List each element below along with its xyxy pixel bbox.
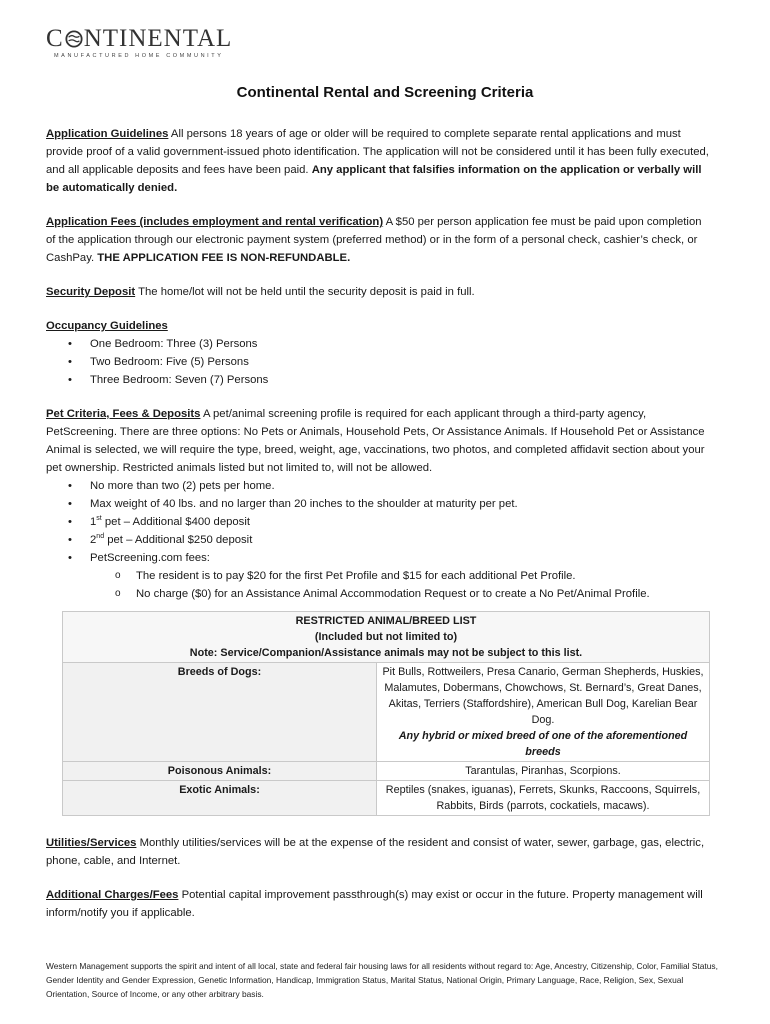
- section-text: Monthly utilities/services will be at the expense of the resident and consist of water, sewer, garbage, gas, electric, phone, cable, and Internet.: [46, 837, 705, 867]
- section-bold-text: Any applicant that falsifies information on the application or verbally will be automatically denied.: [46, 164, 702, 194]
- list-item: • 1st pet – Additional $400 deposit: [46, 513, 712, 531]
- page-title: Continental Rental and Screening Criteria: [236, 84, 534, 101]
- restricted-animal-table: [62, 611, 710, 816]
- list-item: o No charge ($0) for an Assistance Animal Accommodation Request or to create a No Pet/Animal Profile.: [46, 585, 712, 603]
- additional-charges-section: [46, 886, 712, 922]
- restricted-table-header: RESTRICTED ANIMAL/BREED LIST (Included but not limited to) Note: Service/Companion/Assistance animals may not be subject to this list.: [63, 612, 710, 663]
- list-item: o The resident is to pay $20 for the first Pet Profile and $15 for each additional Pet Profile.: [46, 567, 712, 585]
- section-heading: Pet Criteria, Fees & Deposits: [46, 408, 201, 420]
- row-value: Reptiles (snakes, iguanas), Ferrets, Skunks, Raccoons, Squirrels, Rabbits, Birds (parrots, cockatiels, macaws).: [377, 781, 710, 816]
- list-item: • No more than two (2) pets per home.: [46, 477, 712, 495]
- document-body: [46, 125, 712, 922]
- logo: [46, 26, 236, 59]
- section-heading: Application Fees (includes employment and rental verification): [46, 216, 384, 228]
- pet-criteria-section: [46, 405, 712, 477]
- row-value: Pit Bulls, Rottweilers, Presa Canario, German Shepherds, Huskies, Malamutes, Dobermans, Chowchows, St. Bernard’s, Great Danes, Akitas, Terriers (Staffordshire), American Bull Dog, Karelian Bear Dog. Any hybrid or mixed breed of one of the aforementioned breeds: [377, 663, 710, 762]
- application-guidelines-section: [46, 125, 712, 197]
- application-fees-section: [46, 213, 712, 267]
- row-label: Exotic Animals:: [63, 781, 377, 816]
- table-row: [63, 781, 710, 816]
- row-value: Tarantulas, Piranhas, Scorpions.: [377, 762, 710, 781]
- logo-subtitle: MANUFACTURED HOME COMMUNITY: [54, 53, 224, 59]
- security-deposit-section: [46, 283, 712, 301]
- utilities-section: [46, 834, 712, 870]
- pet-list: [46, 477, 712, 567]
- row-label: Poisonous Animals:: [63, 762, 377, 781]
- section-heading: Utilities/Services: [46, 837, 137, 849]
- list-item: • PetScreening.com fees:: [46, 549, 712, 567]
- section-heading: Application Guidelines: [46, 128, 169, 140]
- section-heading: Security Deposit: [46, 286, 136, 298]
- list-item: • Two Bedroom: Five (5) Persons: [46, 353, 712, 371]
- section-text: A $50 per person application fee must be paid upon completion of the application through our electronic payment system (preferred method) or in the form of a personal check, cashier’s check, or CashPay.: [46, 216, 702, 264]
- section-bold-text: THE APPLICATION FEE IS NON-REFUNDABLE.: [97, 252, 351, 264]
- table-row: [63, 663, 710, 762]
- logo-wordmark: C NTINENTAL: [46, 25, 233, 52]
- list-item: • One Bedroom: Three (3) Persons: [46, 335, 712, 353]
- table-row: [63, 762, 710, 781]
- list-item: • Three Bedroom: Seven (7) Persons: [46, 371, 712, 389]
- fair-housing-footer: Western Management supports the spirit and intent of all local, state and federal fair housing laws for all residents without regard to: Age, Ancestry, Citizenship, Color, Familial Status, Gender Identity and Gender Expression, Genetic Information, Handicap, Immigration Status, Marital Status, National Origin, Primary Language, Race, Religion, Sex, Sexual Orientation, Source of Income, or any other arbitrary basis.: [46, 961, 718, 999]
- section-heading: Additional Charges/Fees: [46, 889, 179, 901]
- list-item: • 2nd pet – Additional $250 deposit: [46, 531, 712, 549]
- list-item: • Max weight of 40 lbs. and no larger than 20 inches to the shoulder at maturity per pet.: [46, 495, 712, 513]
- occupancy-section: [46, 317, 712, 335]
- petscreening-fees-list: [46, 567, 712, 603]
- section-heading: Occupancy Guidelines: [46, 320, 168, 332]
- occupancy-list: [46, 335, 712, 389]
- row-label: Breeds of Dogs:: [63, 663, 377, 762]
- section-text: All persons 18 years of age or older will be required to complete separate rental applications and must provide proof of a valid government-issued photo identification. The application will not be considered until it has been fully executed, and all applicable deposits and fees have been paid.: [46, 128, 709, 176]
- section-text: Potential capital improvement passthrough(s) may exist or occur in the future. Property management will inform/notify you if applicable.: [46, 889, 703, 919]
- section-text: The home/lot will not be held until the security deposit is paid in full.: [135, 286, 475, 298]
- section-text: A pet/animal screening profile is required for each applicant through a third-party agency, PetScreening. There are three options: No Pets or Animals, Household Pets, Or Assistance Animals. If Household Pet or Assistance Animal is selected, we will require the type, breed, weight, age, vaccinations, two photos, and completed affidavit section about your pet ownership. Restricted animals listed but not limited to, will not be allowed.: [46, 408, 705, 474]
- globe-emblem-icon: [65, 30, 83, 48]
